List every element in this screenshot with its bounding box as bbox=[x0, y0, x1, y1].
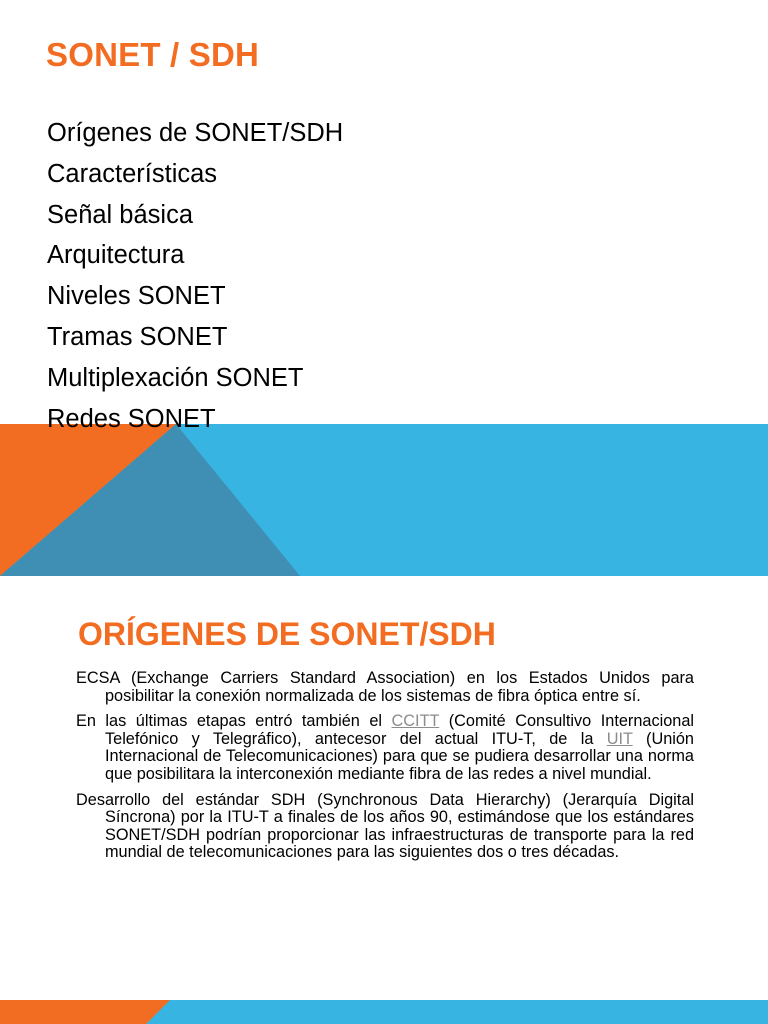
slide-2-title: ORÍGENES DE SONET/SDH bbox=[78, 616, 496, 652]
agenda-item: Características bbox=[47, 159, 218, 188]
agenda-item: Redes SONET bbox=[47, 404, 216, 433]
agenda-item: Niveles SONET bbox=[47, 282, 226, 311]
paragraph-ecsa: ECSA (Exchange Carriers Standard Association) en los Estados Unidos para posibilitar la conexión normalizada de los sistemas de fibra óptica entre sí. bbox=[76, 669, 694, 705]
bottom-banner bbox=[0, 1000, 768, 1024]
decorative-banner bbox=[0, 424, 768, 576]
uit-link[interactable]: UIT bbox=[606, 729, 633, 748]
agenda-list bbox=[47, 113, 343, 439]
paragraph-text: En las últimas etapas entró también el bbox=[76, 712, 392, 731]
slide-2 bbox=[0, 576, 768, 1024]
paragraph-text: (Comité Consultivo Internacional Telefónico y Telegráfico), antecesor del actual ITU-T, de la bbox=[105, 712, 694, 748]
agenda-item: Multiplexación SONET bbox=[47, 363, 304, 392]
content-body bbox=[76, 670, 694, 870]
paragraph-text: (Unión Internacional de Telecomunicaciones) para que se pudiera desarrollar una norma que posibilitara la interconexión mediante fibra de las redes a nivel mundial. bbox=[105, 729, 694, 783]
agenda-item: Arquitectura bbox=[47, 241, 185, 270]
paragraph-sdh: Desarrollo del estándar SDH (Synchronous Data Hierarchy) (Jerarquía Digital Síncrona) por la ITU-T a finales de los años 90, estimándose que los estándares SONET/SDH podrían proporcionar las infraestructuras de transporte para la red mundial de telecomunicaciones para las siguientes dos o tres décadas. bbox=[76, 790, 694, 862]
agenda-item: Orígenes de SONET/SDH bbox=[47, 119, 344, 147]
paragraph-ccitt bbox=[76, 713, 694, 783]
agenda-item: Tramas SONET bbox=[47, 322, 228, 351]
ccitt-link[interactable]: CCITT bbox=[391, 712, 440, 731]
slide-1-title: SONET / SDH bbox=[46, 36, 260, 73]
bottom-orange-shape bbox=[0, 1000, 170, 1024]
agenda-item: Señal básica bbox=[47, 200, 194, 229]
